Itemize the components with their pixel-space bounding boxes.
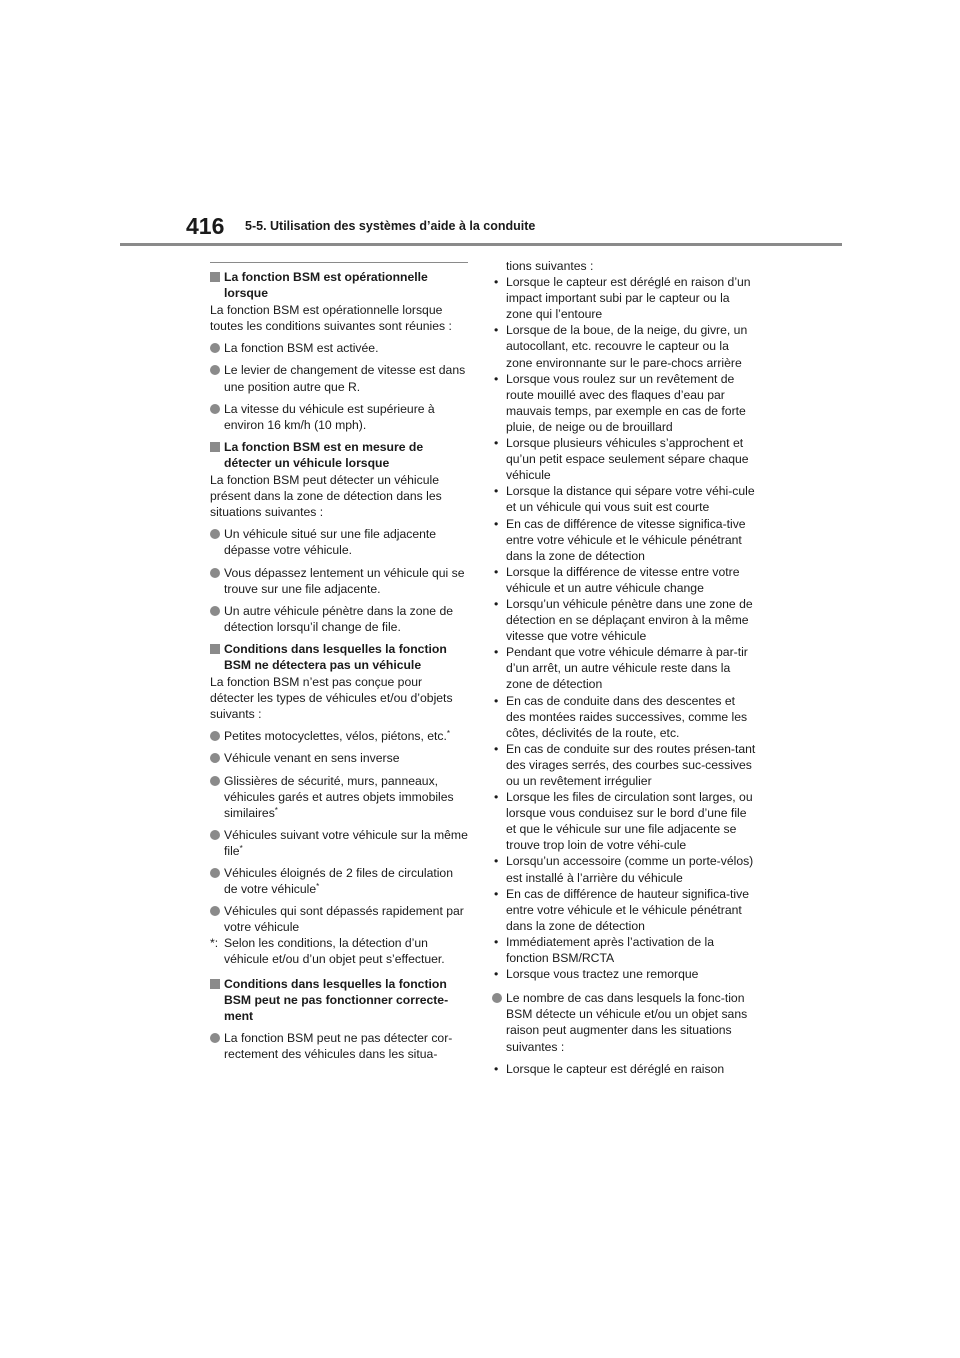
sub-list-item: • Pendant que votre véhicule démarre à par-tir d’un arrêt, un autre véhicule reste dans la zone de détection <box>494 645 748 692</box>
sub-bullet-icon: • <box>494 436 499 451</box>
sub-list <box>492 274 757 982</box>
sub-bullet-icon: • <box>494 596 499 611</box>
right-column <box>492 258 757 1077</box>
sub-bullet-icon: • <box>494 967 499 982</box>
list-item: Un autre véhicule pénètre dans la zone de détection lorsqu’il change de file. <box>210 603 468 635</box>
list-item: Le levier de changement de vitesse est dans une position autre que R. <box>210 362 468 394</box>
sub-bullet-icon: • <box>494 564 499 579</box>
sub-list-item: • Lorsque le capteur est déréglé en raison <box>494 1061 725 1076</box>
square-marker-icon <box>210 644 220 654</box>
sub-bullet-icon: • <box>494 693 499 708</box>
sub-bullet-icon: • <box>494 790 499 805</box>
sub-list-item: • Immédiatement après l’activation de la fonction BSM/RCTA <box>494 934 714 966</box>
sub-list-item: • Lorsque vous tractez une remorque <box>494 967 699 982</box>
circle-bullet-icon <box>210 731 220 741</box>
sub-list-item: • Lorsque la différence de vitesse entre votre véhicule et un autre véhicule change <box>494 564 740 595</box>
sub-bullet-icon: • <box>494 275 499 290</box>
sub-list-item: • En cas de conduite dans des descentes et des montées raides successives, comme les côtes, déclivités de la route, etc. <box>494 693 748 740</box>
square-marker-icon <box>210 442 220 452</box>
square-marker-icon <box>210 979 220 989</box>
circle-bullet-icon <box>210 830 220 840</box>
heading-bsm-detect: La fonction BSM est en mesure de détecter un véhicule lorsque <box>210 439 468 471</box>
list-item: Petites motocyclettes, vélos, piétons, etc.* <box>210 728 468 744</box>
continuation-text: tions suivantes : <box>506 259 594 273</box>
footnote-star: * <box>239 843 243 853</box>
circle-bullet-icon <box>210 753 220 763</box>
section-title: 5-5. Utilisation des systèmes d’aide à la conduite <box>245 219 536 233</box>
circle-bullet-icon <box>210 776 220 786</box>
circle-bullet-icon <box>210 1033 220 1043</box>
paragraph: La fonction BSM est opérationnelle lorsque toutes les conditions suivantes sont réunies : <box>210 303 452 334</box>
circle-bullet-icon <box>210 529 220 539</box>
sub-list-item: • Lorsque plusieurs véhicules s’approchent et qu’un petit espace seulement sépare chaque véhicule <box>494 436 749 483</box>
header-divider <box>120 243 842 246</box>
sub-list-item: • Lorsque les files de circulation sont larges, ou lorsque vous conduisez sur le bord d’une file et que le véhicule sur une file adjacente se trouve trop loin de votre véhi-cule <box>494 790 753 853</box>
sub-bullet-icon: • <box>494 645 499 660</box>
list-item: Glissières de sécurité, murs, panneaux, véhicules garés et autres objets immobiles similaires* <box>210 773 468 821</box>
circle-bullet-icon <box>210 365 220 375</box>
list-item: Véhicules suivant votre véhicule sur la même file* <box>210 827 468 859</box>
sub-list-item: • Lorsque de la boue, de la neige, du givre, un autocollant, etc. recouvre le capteur ou la zone environnante sur le pare-chocs arrière <box>494 323 748 370</box>
list-item: Véhicule venant en sens inverse <box>210 750 468 766</box>
sub-bullet-icon: • <box>494 484 499 499</box>
list-item: Vous dépassez lentement un véhicule qui se trouve sur une file adjacente. <box>210 565 468 597</box>
sub-list-item: • Lorsque le capteur est déréglé en raison d’un impact important subi par le capteur ou la zone qui l’entoure <box>494 275 751 322</box>
list-item: Le nombre de cas dans lesquels la fonc-tion BSM détecte un véhicule et/ou un objet sans raison peut augmenter dans les situations suivantes : <box>492 990 757 1054</box>
circle-bullet-icon <box>492 993 502 1003</box>
footnote-star: * <box>274 805 278 815</box>
sub-bullet-icon: • <box>494 323 499 338</box>
sub-list-item: • En cas de différence de vitesse significa-tive entre votre véhicule et le véhicule pénétrant dans la zone de détection <box>494 516 746 563</box>
circle-bullet-icon <box>210 404 220 414</box>
sub-bullet-icon: • <box>494 516 499 531</box>
paragraph: La fonction BSM n’est pas conçue pour détecter les types de véhicules et/ou d’objets suivants : <box>210 675 453 722</box>
sub-bullet-icon: • <box>494 741 499 756</box>
square-marker-icon <box>210 272 220 282</box>
left-column <box>210 262 468 1068</box>
sub-list-item: • Lorsque la distance qui sépare votre véhi-cule et un véhicule qui vous suit est courte <box>494 484 755 515</box>
sub-list-item: • En cas de conduite sur des routes présen-tant des virages serrés, des courbes suc-cessives ou un revêtement irrégulier <box>494 741 756 788</box>
heading-bsm-malfunction: Conditions dans lesquelles la fonction BSM peut ne pas fonctionner correcte-ment <box>210 976 468 1024</box>
footnote: *: Selon les conditions, la détection d’un véhicule et/ou d’un objet peut s’effectuer. <box>210 936 445 967</box>
list-item: Véhicules qui sont dépassés rapidement par votre véhicule <box>210 903 468 935</box>
circle-bullet-icon <box>210 343 220 353</box>
sub-bullet-icon: • <box>494 1061 499 1076</box>
list-item: Un véhicule situé sur une file adjacente dépasse votre véhicule. <box>210 526 468 558</box>
footnote-mark: *: <box>210 936 219 951</box>
heading-bsm-not-detect: Conditions dans lesquelles la fonction BSM ne détectera pas un véhicule <box>210 641 468 673</box>
sub-list <box>492 1061 757 1077</box>
list-item: Véhicules éloignés de 2 files de circulation de votre véhicule* <box>210 865 468 897</box>
heading-bsm-operational: La fonction BSM est opérationnelle lorsque <box>210 269 468 301</box>
sub-list-item: • En cas de différence de hauteur significa-tive entre votre véhicule et le véhicule pénétrant dans la zone de détection <box>494 886 749 933</box>
circle-bullet-icon <box>210 906 220 916</box>
section-divider <box>210 262 468 263</box>
sub-bullet-icon: • <box>494 854 499 869</box>
footnote-star: * <box>316 882 320 892</box>
circle-bullet-icon <box>210 568 220 578</box>
list-item: La vitesse du véhicule est supérieure à environ 16 km/h (10 mph). <box>210 401 468 433</box>
list-item: La fonction BSM est activée. <box>210 340 468 356</box>
sub-list-item: • Lorsque vous roulez sur un revêtement de route mouillé avec des flaques d’eau par mauvais temps, par exemple en cas de forte pluie, de neige ou de brouillard <box>494 371 746 434</box>
sub-bullet-icon: • <box>494 934 499 949</box>
sub-bullet-icon: • <box>494 371 499 386</box>
sub-list-item: • Lorsqu’un accessoire (comme un porte-vélos) est installé à l’arrière du véhicule <box>494 854 754 885</box>
paragraph: La fonction BSM peut détecter un véhicule présent dans la zone de détection dans les situations suivantes : <box>210 473 442 520</box>
sub-bullet-icon: • <box>494 886 499 901</box>
circle-bullet-icon <box>210 868 220 878</box>
circle-bullet-icon <box>210 606 220 616</box>
list-item: La fonction BSM peut ne pas détecter cor-rectement des véhicules dans les situa- <box>210 1030 468 1062</box>
page-number: 416 <box>186 213 225 239</box>
footnote-star: * <box>446 729 450 739</box>
sub-list-item: • Lorsqu’un véhicule pénètre dans une zone de détection en se déplaçant environ à la même vitesse que votre véhicule <box>494 596 753 644</box>
